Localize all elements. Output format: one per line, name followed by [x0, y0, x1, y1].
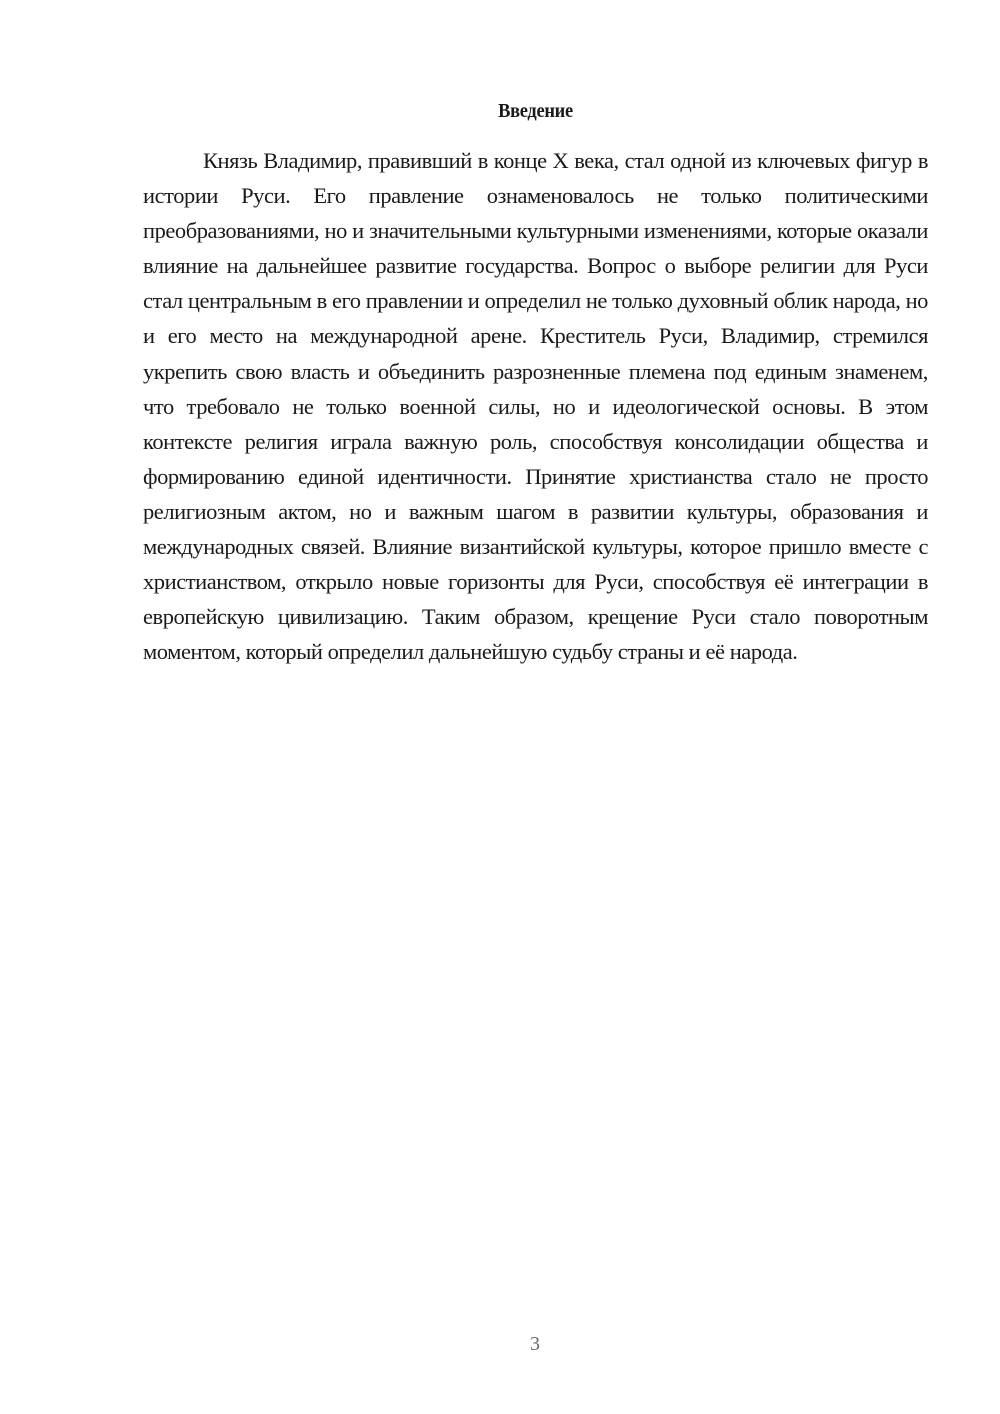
page-number: 3	[530, 1333, 540, 1355]
body-paragraph: Князь Владимир, правивший в конце X века, стал одной из ключевых фигур в истории Руси. Его правление ознаменовалось не только политическими преобразованиями, но и значительными культурными изменениями, которые оказали влияние на дальнейшее развитие государства. Вопрос о выборе религии для Руси стал центральным в его правлении и определил не только духовный облик народа, но и его место на международной арене. Креститель Руси, Владимир, стремился укрепить свою власть и объединить разрозненные племена под единым знаменем, что требовало не только военной силы, но и идеологической основы. В этом контексте религия играла важную роль, способствуя консолидации общества и формированию единой идентичности. Принятие христианства стало не просто религиозным актом, но и важным шагом в развитии культуры, образования и международных связей. Влияние византийской культуры, которое пришло вместе с христианством, открыло новые горизонты для Руси, способствуя её интеграции в европейскую цивилизацию. Таким образом, крещение Руси стало поворотным моментом, который определил дальнейшую судьбу страны и её народа.	[143, 148, 928, 665]
section-heading: Введение	[498, 100, 573, 122]
